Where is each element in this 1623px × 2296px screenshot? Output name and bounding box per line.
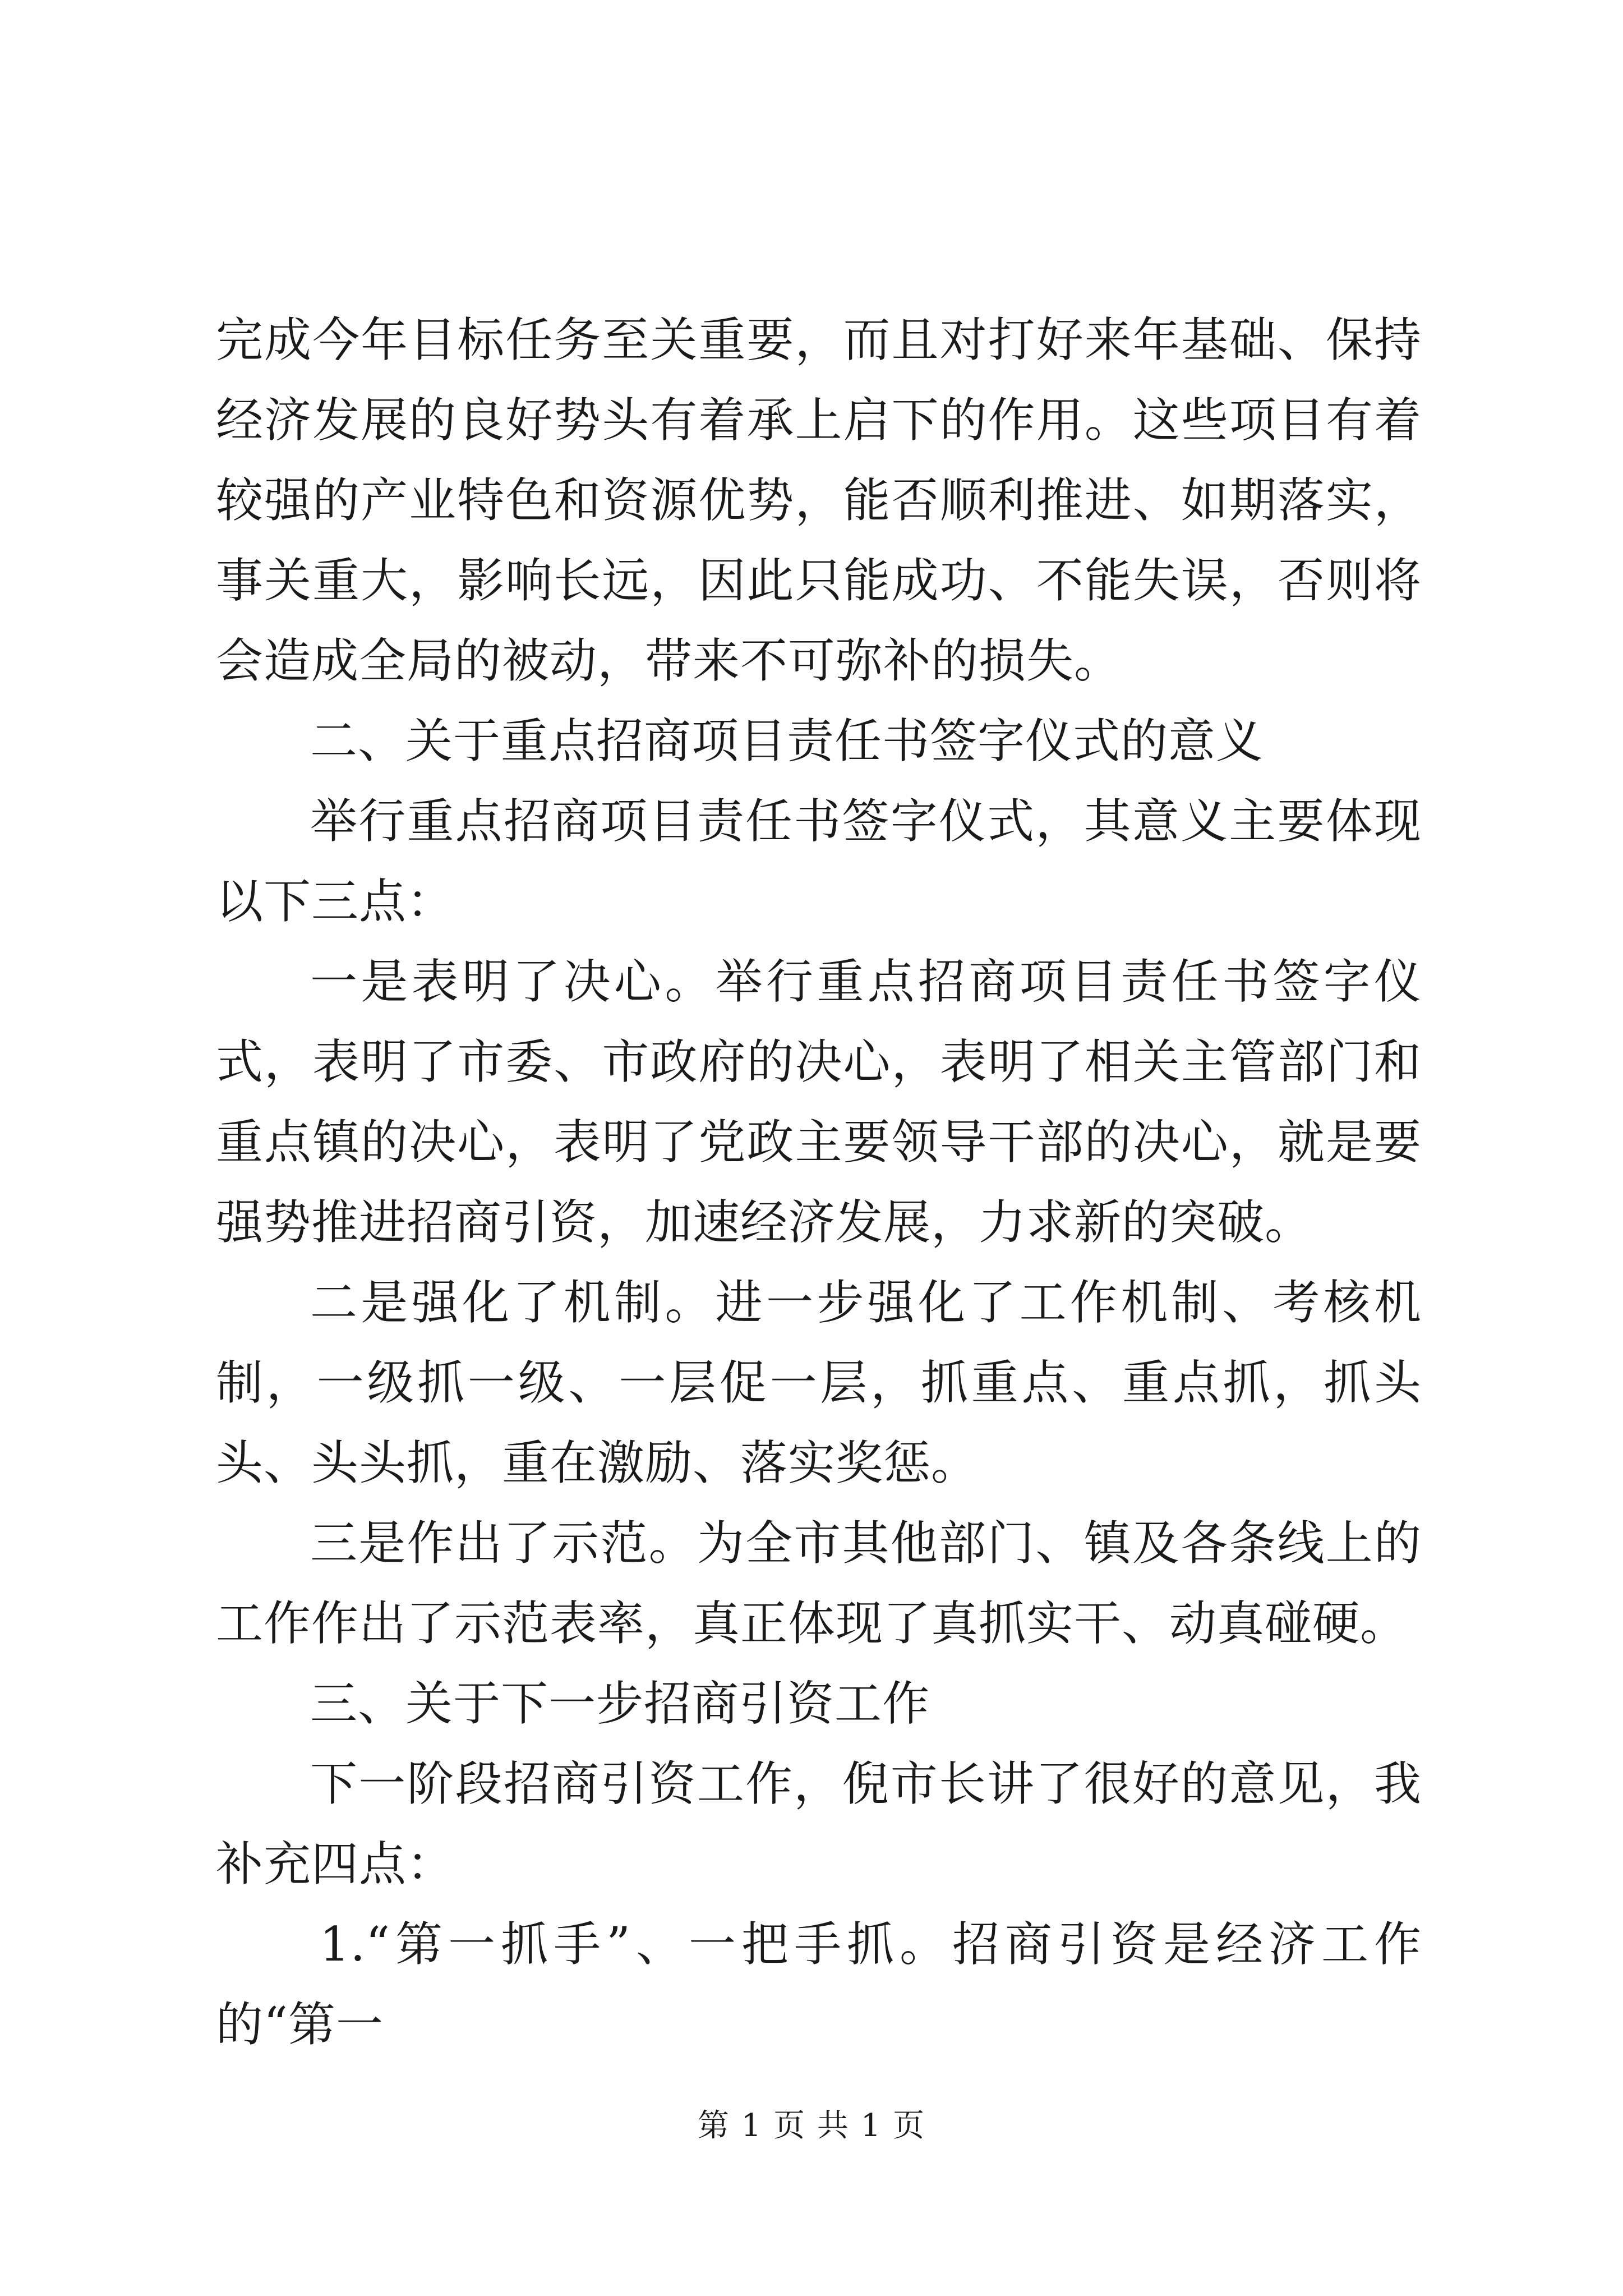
paragraph-significance-intro: 举行重点招商项目责任书签字仪式，其意义主要体现以下三点： bbox=[216, 794, 1422, 929]
section-heading-3: 三、关于下一步招商引资工作 bbox=[310, 1676, 930, 1731]
paragraph-next-steps-intro: 下一阶段招商引资工作，倪市长讲了很好的意见，我补充四点： bbox=[216, 1756, 1422, 1892]
paragraph-point-3: 三是作出了示范。为全市其他部门、镇及各条线上的工作作出了示范表率，真正体现了真抓实干、动真碰硬。 bbox=[216, 1516, 1422, 1651]
section-heading-2: 二、关于重点招商项目责任书签字仪式的意义 bbox=[310, 714, 1264, 769]
paragraph-continuation: 完成今年目标任务至关重要，而且对打好来年基础、保持经济发展的良好势头有着承上启下的作用。这些项目有着较强的产业特色和资源优势，能否顺利推进、如期落实，事关重大，影响长远，因此只能成功、不能失误，否则将会造成全局的被动，带来不可弥补的损失。 bbox=[216, 312, 1422, 688]
paragraph-numbered-1: 1.“第一抓手”、一把手抓。招商引资是经济工作的“第一 bbox=[216, 1917, 1422, 2052]
page-footer: 第 1 页 共 1 页 bbox=[697, 2108, 926, 2144]
document-body bbox=[216, 300, 1422, 2065]
paragraph-point-1: 一是表明了决心。举行重点招商项目责任书签字仪式，表明了市委、市政府的决心，表明了相关主管部门和重点镇的决心，表明了党政主要领导干部的决心，就是要强势推进招商引资，加速经济发展，力求新的突破。 bbox=[216, 954, 1422, 1250]
paragraph-point-2: 二是强化了机制。进一步强化了工作机制、考核机制，一级抓一级、一层促一层，抓重点、重点抓，抓头头、头头抓，重在激励、落实奖惩。 bbox=[216, 1275, 1422, 1490]
